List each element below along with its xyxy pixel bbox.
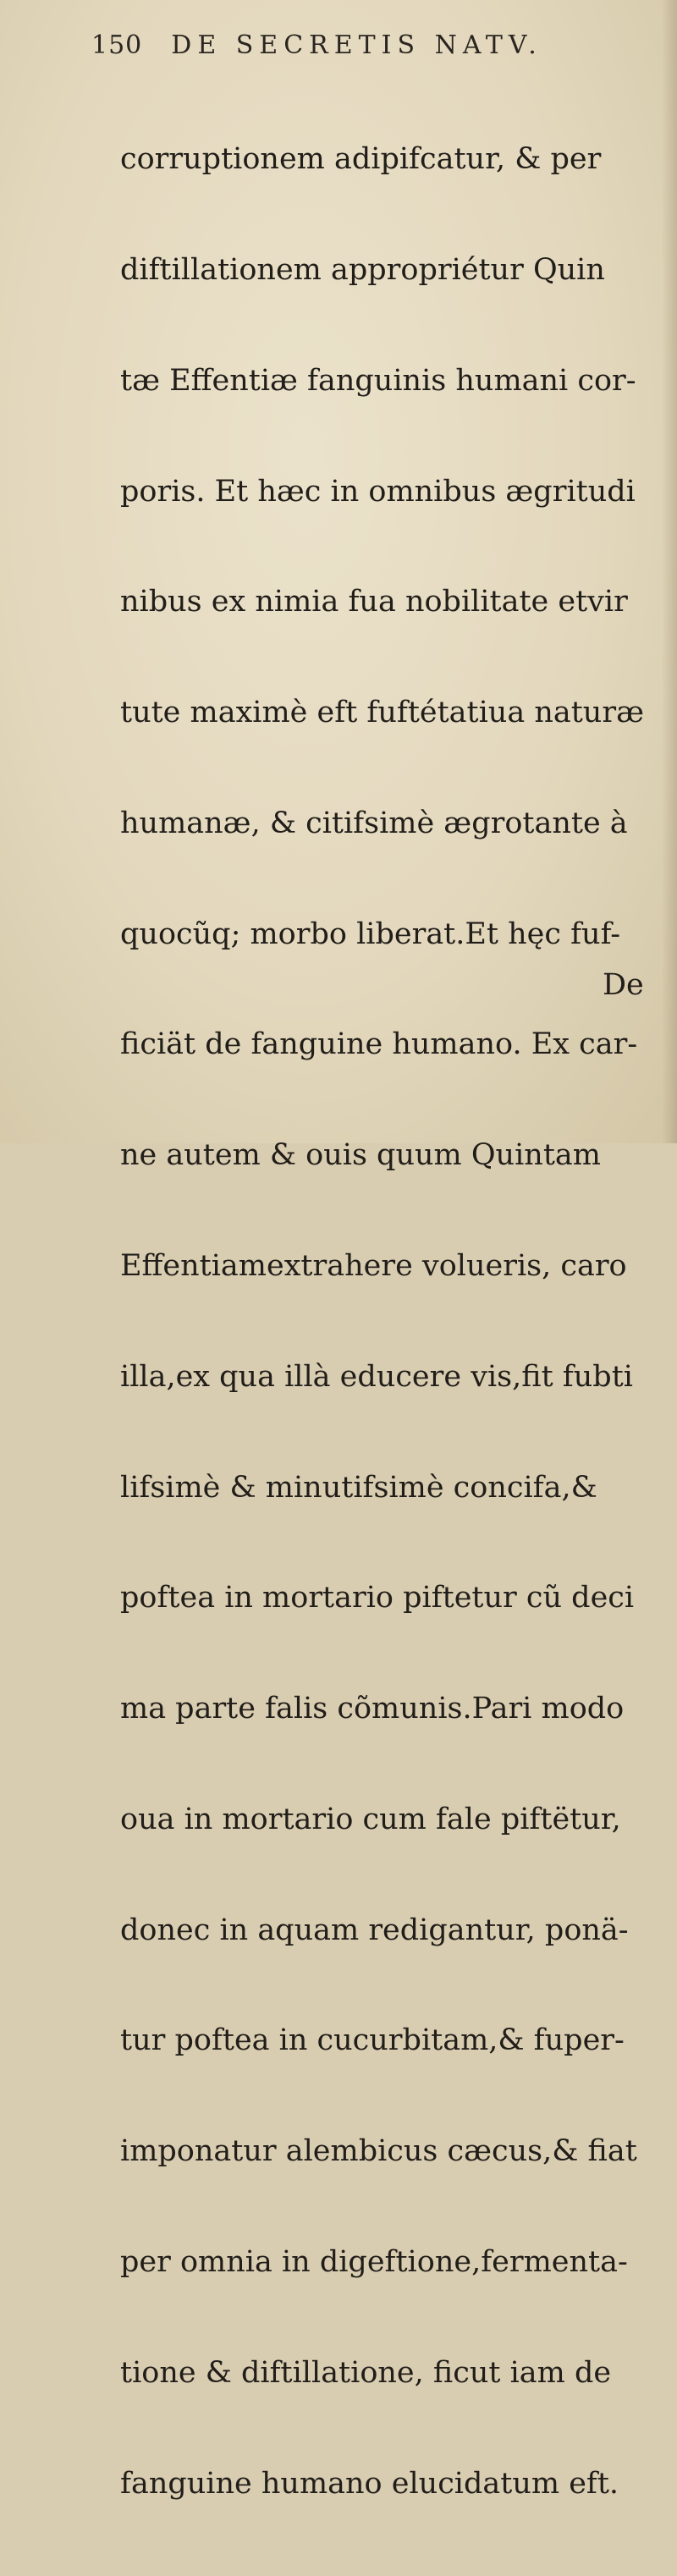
body-text: [120, 68, 662, 2576]
page-edge-shadow: [662, 0, 677, 1143]
text-line: nibus ex nimia fua nobilitate etvir: [120, 585, 628, 619]
page-number: 150: [91, 30, 143, 60]
text-line: imponatur alembicus cæcus,& fiat: [120, 2134, 637, 2169]
text-line: oua in mortario cum fale piftëtur,: [120, 1802, 621, 1836]
catchword: De: [603, 968, 644, 1002]
text-line: ficiät de fanguine humano. Ex car-: [120, 1027, 638, 1062]
text-line: humanæ, & citifsimè ægrotante à: [120, 806, 628, 840]
text-line: corruptionem adipifcatur, & per: [120, 142, 602, 177]
page-header: [91, 30, 616, 64]
text-line: tute maximè eft fuftétatiua naturæ: [120, 696, 644, 730]
text-line: tæ Effentiæ fanguinis humani cor-: [120, 363, 636, 398]
text-line: Effentiamextrahere volueris, caro: [120, 1249, 627, 1283]
text-line: per omnia in digeftione,fermenta-: [120, 2245, 628, 2280]
text-line: fanguine humano elucidatum eft.: [120, 2466, 619, 2501]
text-line: ne autem & ouis quum Quintam: [120, 1138, 601, 1173]
text-line: poftea in mortario piftetur cũ deci: [120, 1581, 635, 1616]
text-line: donec in aquam redigantur, ponä-: [120, 1913, 629, 1947]
text-line: tione & diftillatione, ficut iam de: [120, 2355, 612, 2390]
text-line: poris. Et hæc in omnibus ægritudi: [120, 474, 636, 509]
text-line: ma parte falis cõmunis.Pari modo: [120, 1692, 625, 1726]
running-title: DE SECRETIS NATV.: [171, 30, 542, 60]
text-line: illa,ex qua illà educere vis,fit fubti: [120, 1359, 633, 1394]
text-line: diftillationem appropriétur Quin: [120, 252, 605, 287]
text-line: tur poftea in cucurbitam,& fuper-: [120, 2023, 625, 2058]
text-line: quocũq; morbo liberat.Et hęc fuf-: [120, 916, 621, 951]
text-line: lifsimè & minutifsimè concifa,&: [120, 1470, 597, 1505]
